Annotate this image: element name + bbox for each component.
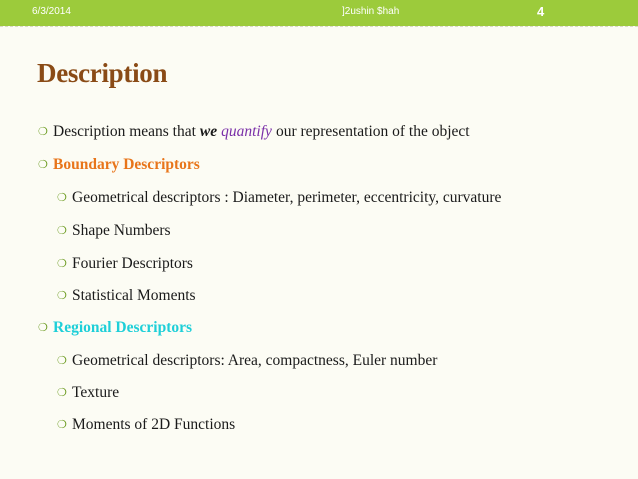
list-item-text: Texture [72, 384, 120, 401]
bullet-description [38, 123, 470, 141]
list-item [57, 255, 193, 273]
bullet-marker-icon: ❍ [57, 387, 67, 399]
list-item [57, 416, 235, 434]
slide-date: 6/3/2014 [32, 6, 71, 17]
header-divider [0, 26, 638, 27]
page-number: 4 [537, 4, 545, 19]
bullet-marker-icon: ❍ [57, 258, 67, 270]
bullet-marker-icon: ❍ [57, 355, 67, 367]
list-item [57, 287, 196, 305]
bullet-text-pre: Description means that [53, 123, 196, 140]
list-item-text: Statistical Moments [72, 287, 196, 304]
bullet-text-quantify: quantify [221, 123, 272, 140]
list-item [57, 189, 501, 207]
bullet-marker-icon: ❍ [57, 419, 67, 431]
slide-author: ]2ushin $hah [342, 6, 400, 17]
header-bar [0, 0, 638, 26]
boundary-heading: Boundary Descriptors [53, 156, 200, 173]
list-item [57, 352, 437, 370]
list-item-text: Fourier Descriptors [72, 255, 193, 272]
bullet-text-we: we [199, 123, 218, 140]
list-item-text: Geometrical descriptors : Diameter, perimeter, eccentricity, curvature [72, 189, 502, 206]
list-item-text: Geometrical descriptors: Area, compactness, Euler number [72, 352, 438, 369]
bullet-marker-icon: ❍ [57, 192, 67, 204]
list-item [57, 222, 171, 240]
list-item-text: Moments of 2D Functions [72, 416, 236, 433]
bullet-marker-icon: ❍ [57, 225, 67, 237]
bullet-boundary-descriptors [38, 156, 200, 174]
bullet-text-post: our representation of the object [275, 123, 470, 140]
bullet-marker-icon: ❍ [38, 322, 48, 334]
bullet-marker-icon: ❍ [38, 126, 48, 138]
bullet-regional-descriptors [38, 319, 192, 337]
bullet-marker-icon: ❍ [57, 290, 67, 302]
bullet-marker-icon: ❍ [38, 159, 48, 171]
regional-heading: Regional Descriptors [53, 319, 193, 336]
list-item [57, 384, 119, 402]
list-item-text: Shape Numbers [72, 222, 171, 239]
slide-title: Description [37, 58, 168, 88]
